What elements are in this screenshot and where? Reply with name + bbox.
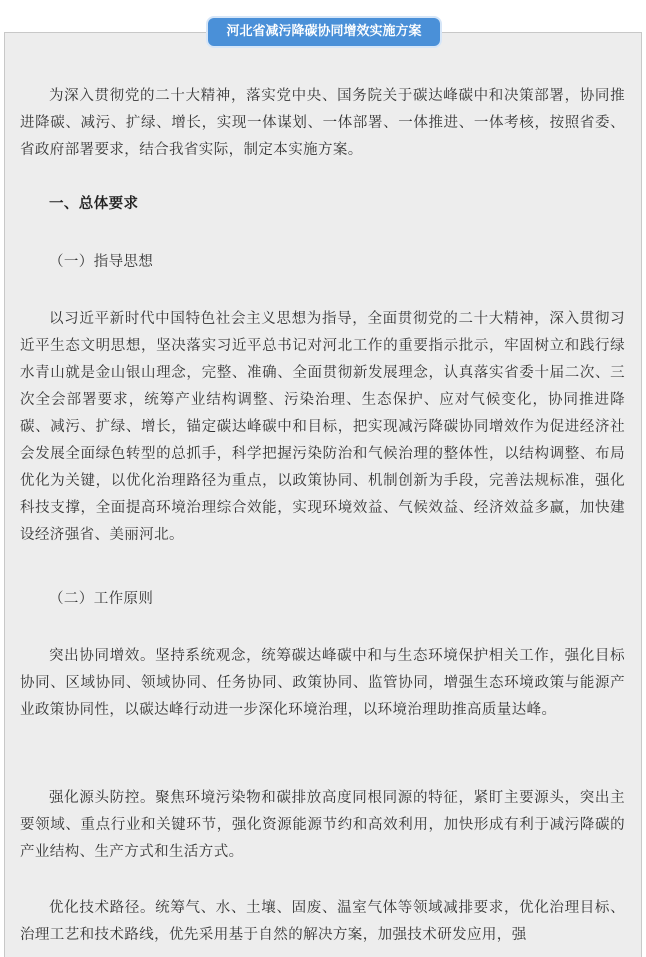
guiding-ideology-paragraph: 以习近平新时代中国特色社会主义思想为指导，全面贯彻党的二十大精神，深入贯彻习近平生态文明思想，坚决落实习近平总书记对河北工作的重要指示批示，牢固树立和践行绿水青山就是金山银山理念，完整、准确、全面贯彻新发展理念，认真落实省委十届二次、三次全会部署要求，统筹产业结构调整、污染治理、生态保护、应对气候变化，协同推进降碳、减污、扩绿、增长，锚定碳达峰碳中和目标，把实现减污降碳协同增效作为促进经济社会发展全面绿色转型的总抓手，科学把握污染防治和气候治理的整体性，以结构调整、布局优化为关键，以优化治理路径为重点，以政策协同、机制创新为手段，完善法规标准，强化科技支撑，全面提高环境治理综合效能，实现环境效益、气候效益、经济效益多赢，加快建设经济强省、美丽河北。 (20, 311, 625, 543)
principle-source-control-paragraph: 强化源头防控。聚焦环境污染物和碳排放高度同根同源的特征，紧盯主要源头，突出主要领域、重点行业和关键环节，强化资源能源节约和高效利用，加快形成有利于减污降碳的产业结构、生产方式和生活方式。 (20, 790, 625, 860)
subsection-heading-working-principles: （二）工作原则 (49, 591, 154, 607)
article-body (4, 32, 642, 957)
intro-paragraph: 为深入贯彻党的二十大精神，落实党中央、国务院关于碳达峰碳中和决策部署，协同推进降碳、减污、扩绿、增长，实现一体谋划、一体部署、一体推进、一体考核，按照省委、省政府部署要求，结合我省实际，制定本实施方案。 (20, 88, 625, 158)
principle-technical-path-paragraph: 优化技术路径。统筹气、水、土壤、固废、温室气体等领域减排要求，优化治理目标、治理工艺和技术路线，优先采用基于自然的解决方案，加强技术研发应用，强 (20, 900, 625, 943)
document-title-badge: 河北省减污降碳协同增效实施方案 (208, 18, 440, 46)
subsection-heading-guiding-ideology: （一）指导思想 (49, 254, 154, 270)
section-heading-general-requirements: 一、总体要求 (49, 196, 139, 212)
principle-synergy-paragraph: 突出协同增效。坚持系统观念，统筹碳达峰碳中和与生态环境保护相关工作，强化目标协同、区域协同、领域协同、任务协同、政策协同、监管协同，增强生态环境政策与能源产业政策协同性，以碳达峰行动进一步深化环境治理，以环境治理助推高质量达峰。 (20, 648, 625, 718)
